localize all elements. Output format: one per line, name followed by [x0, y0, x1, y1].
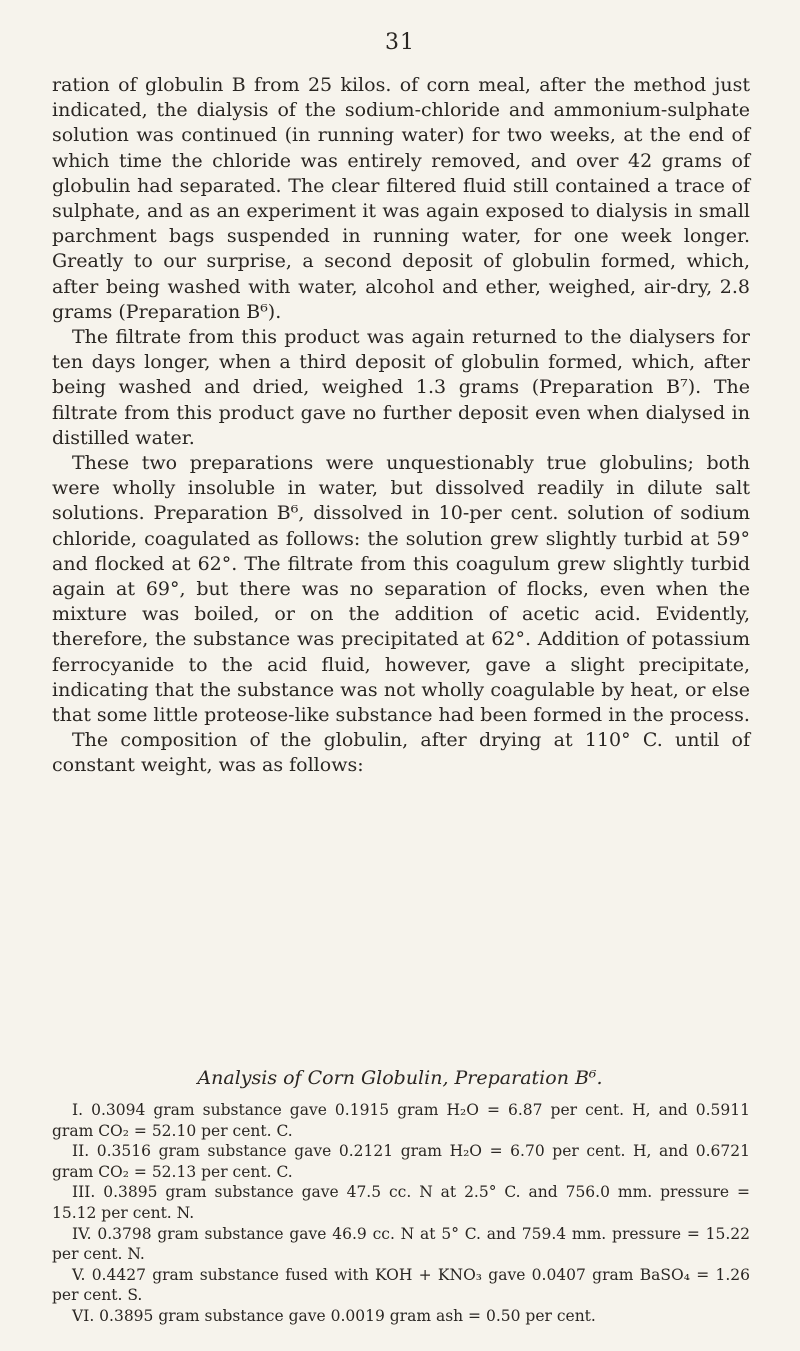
analysis-item: III. 0.3895 gram substance gave 47.5 cc. N at 2.5° C. and 756.0 mm. pressure = 15.12 per cent. N. [52, 1183, 750, 1222]
paragraph: The composition of the globulin, after drying at 110° C. until of constant weight, was as follows: [52, 729, 750, 777]
page-number: 31 [385, 30, 415, 55]
analysis-item: VI. 0.3895 gram substance gave 0.0019 gram ash = 0.50 per cent. [72, 1306, 596, 1325]
body-text [52, 73, 750, 779]
analysis-heading: Analysis of Corn Globulin, Preparation B⁶. [197, 1067, 603, 1089]
analysis-item: I. 0.3094 gram substance gave 0.1915 gram H₂O = 6.87 per cent. H, and 0.5911 gram CO₂ = 52.10 per cent. C. [52, 1101, 750, 1140]
analysis-item: V. 0.4427 gram substance fused with KOH + KNO₃ gave 0.0407 gram BaSO₄ = 1.26 per cent. S. [52, 1265, 750, 1305]
analysis-list [52, 1100, 750, 1327]
paragraph: ration of globulin B from 25 kilos. of corn meal, after the method just indicated, the dialysis of the sodium-chloride and ammonium-sulphate solution was continued (in running water) for two weeks, at the end of which time the chloride was entirely removed, and over 42 grams of globulin had separated. The clear filtered fluid still contained a trace of sulphate, and as an experiment it was again exposed to dialysis in small parchment bags suspended in running water, for one week longer. Greatly to our surprise, a second deposit of globulin formed, which, after being washed with water, alcohol and ether, weighed, air-dry, 2.8 grams (Preparation B⁶). [52, 74, 750, 323]
paragraph: These two preparations were unquestionably true globulins; both were wholly insoluble in water, but dissolved readily in dilute salt solutions. Preparation B⁶, dissolved in 10-per cent. solution of sodium chloride, coagulated as follows: the solution grew slightly turbid at 59° and flocked at 62°. The filtrate from this coagulum grew slightly turbid again at 69°, but there was no separation of flocks, even when the mixture was boiled, or on the addition of acetic acid. Evidently, therefore, the substance was precipitated at 62°. Addition of potassium ferrocyanide to the acid fluid, however, gave a slight precipitate, indicating that the substance was not wholly coagulable by heat, or else that some little proteose-like substance had been formed in the process. [52, 452, 750, 727]
paragraph: The filtrate from this product was again returned to the dialysers for ten days longer, when a third deposit of globulin formed, which, after being washed and dried, weighed 1.3 grams (Preparation B⁷). The filtrate from this product gave no further deposit even when dialysed in distilled water. [52, 326, 750, 449]
analysis-item: II. 0.3516 gram substance gave 0.2121 gram H₂O = 6.70 per cent. H, and 0.6721 gram CO₂ = 52.13 per cent. C. [52, 1142, 750, 1181]
analysis-item: IV. 0.3798 gram substance gave 46.9 cc. N at 5° C. and 759.4 mm. pressure = 15.22 per cent. N. [52, 1224, 750, 1264]
